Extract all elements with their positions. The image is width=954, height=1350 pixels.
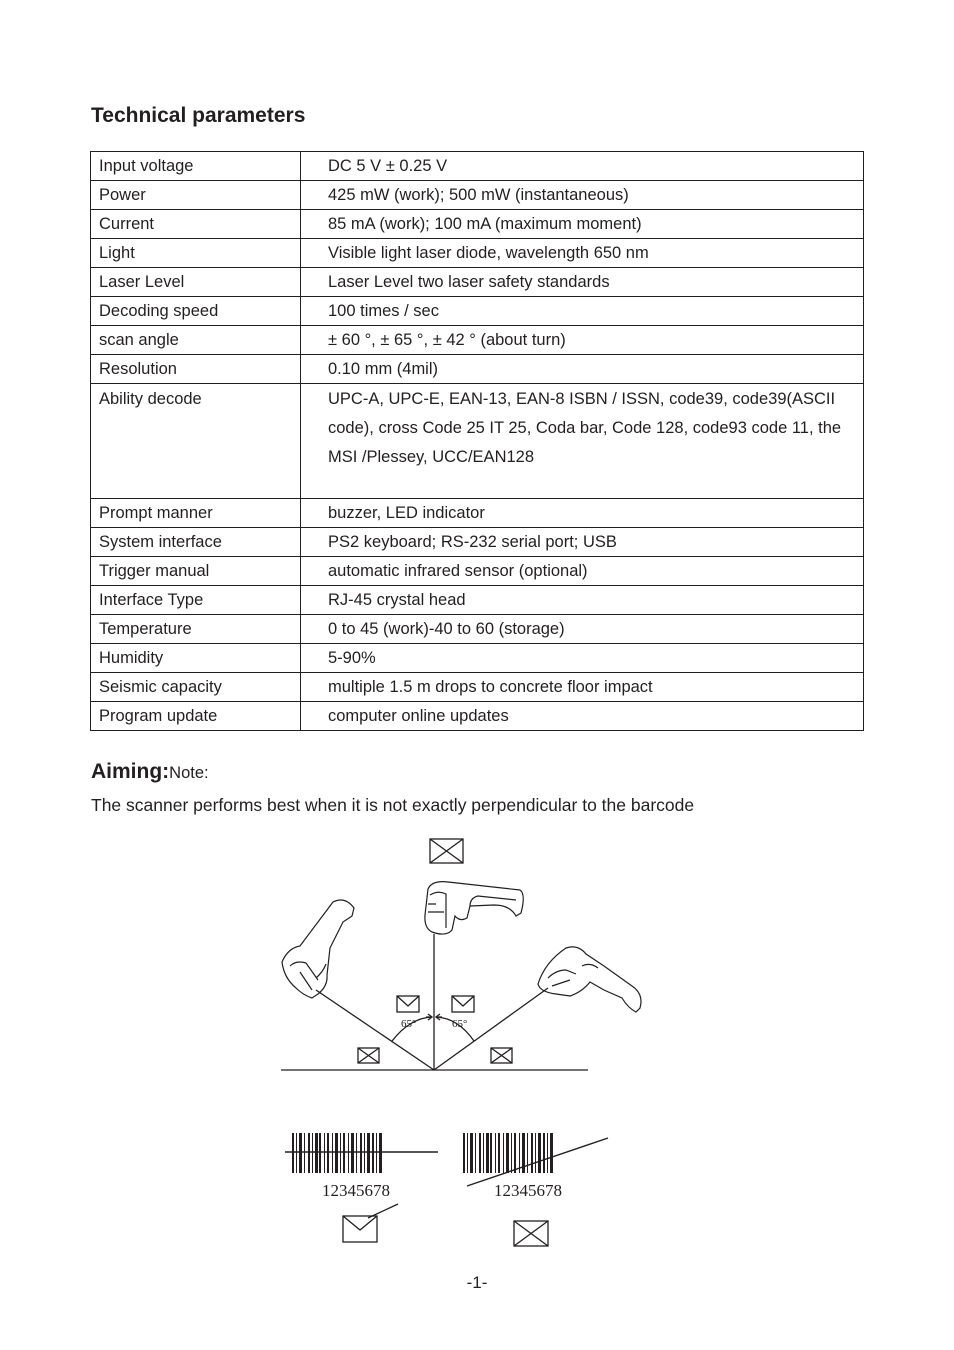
barcode-bar bbox=[490, 1133, 492, 1173]
param-key: Resolution bbox=[91, 355, 301, 384]
page-number: -1- bbox=[466, 1273, 488, 1292]
barcode-bar bbox=[519, 1133, 520, 1173]
barcode-bar bbox=[498, 1133, 500, 1173]
aiming-note-label: Note: bbox=[169, 764, 209, 782]
scanner-top bbox=[425, 882, 523, 934]
param-key: Temperature bbox=[91, 615, 301, 644]
barcode-wrong bbox=[463, 1133, 553, 1173]
envelope-icon bbox=[491, 1048, 512, 1063]
aiming-title: Aiming: bbox=[91, 760, 170, 783]
aiming-description: The scanner performs best when it is not exactly perpendicular to the barcode bbox=[91, 795, 695, 815]
param-key: Ability decode bbox=[91, 384, 301, 499]
barcode-bar bbox=[348, 1133, 349, 1173]
barcode-bar bbox=[475, 1133, 476, 1173]
barcode-bar bbox=[486, 1133, 489, 1173]
barcode-bar bbox=[360, 1133, 362, 1173]
barcode-bar bbox=[506, 1133, 509, 1173]
barcode-bar bbox=[527, 1133, 528, 1173]
barcode-bar bbox=[495, 1133, 496, 1173]
barcode-bar bbox=[531, 1133, 533, 1173]
barcode-bar bbox=[324, 1133, 325, 1173]
barcode-number-left: 12345678 bbox=[322, 1181, 390, 1200]
envelope-icon bbox=[397, 996, 419, 1012]
envelope-icon bbox=[358, 1048, 379, 1063]
param-key: Power bbox=[91, 181, 301, 210]
scanner-left bbox=[282, 900, 354, 998]
section-title: Technical parameters bbox=[91, 104, 306, 127]
barcode-bar bbox=[327, 1133, 329, 1173]
barcode-bar bbox=[292, 1133, 294, 1173]
param-key: Current bbox=[91, 210, 301, 239]
param-value: 100 times / sec bbox=[301, 297, 864, 326]
barcode-bar bbox=[372, 1133, 374, 1173]
barcode-bar bbox=[538, 1133, 541, 1173]
barcode-bar bbox=[550, 1133, 553, 1173]
param-key: Light bbox=[91, 239, 301, 268]
angle-label-right: 65° bbox=[452, 1018, 468, 1030]
envelope-icon bbox=[430, 839, 463, 863]
param-value: ± 60 °, ± 65 °, ± 42 ° (about turn) bbox=[301, 326, 864, 355]
barcode-bar bbox=[335, 1133, 338, 1173]
left-arrow bbox=[426, 1014, 432, 1020]
param-key: Laser Level bbox=[91, 268, 301, 297]
scanner-right bbox=[538, 947, 641, 1012]
barcode-bar bbox=[304, 1133, 305, 1173]
barcode-bar bbox=[379, 1133, 382, 1173]
param-key: System interface bbox=[91, 528, 301, 557]
barcode-bar bbox=[463, 1133, 465, 1173]
param-value: automatic infrared sensor (optional) bbox=[301, 557, 864, 586]
param-key: Program update bbox=[91, 702, 301, 731]
left-scan-beam bbox=[316, 990, 434, 1070]
barcode-bar bbox=[467, 1133, 468, 1173]
envelope-icon bbox=[452, 996, 474, 1012]
param-value: DC 5 V ± 0.25 V bbox=[301, 152, 864, 181]
barcode-bar bbox=[511, 1133, 512, 1173]
param-key: scan angle bbox=[91, 326, 301, 355]
barcode-bar bbox=[315, 1133, 318, 1173]
param-value: PS2 keyboard; RS-232 serial port; USB bbox=[301, 528, 864, 557]
param-key: Seismic capacity bbox=[91, 673, 301, 702]
barcode-bar bbox=[308, 1133, 310, 1173]
barcode-bar bbox=[367, 1133, 370, 1173]
param-value: buzzer, LED indicator bbox=[301, 499, 864, 528]
param-value: 0.10 mm (4mil) bbox=[301, 355, 864, 384]
barcode-bar bbox=[340, 1133, 341, 1173]
barcode-bar bbox=[299, 1133, 302, 1173]
barcode-bar bbox=[332, 1133, 333, 1173]
param-value: computer online updates bbox=[301, 702, 864, 731]
barcode-bar bbox=[503, 1133, 504, 1173]
param-value: Laser Level two laser safety standards bbox=[301, 268, 864, 297]
barcode-bar bbox=[543, 1133, 545, 1173]
barcode-bar bbox=[343, 1133, 345, 1173]
barcode-bar bbox=[351, 1133, 354, 1173]
param-value: 5-90% bbox=[301, 644, 864, 673]
param-key: Prompt manner bbox=[91, 499, 301, 528]
param-value: RJ-45 crystal head bbox=[301, 586, 864, 615]
barcode-bar bbox=[312, 1133, 313, 1173]
param-value: 0 to 45 (work)-40 to 60 (storage) bbox=[301, 615, 864, 644]
param-key: Input voltage bbox=[91, 152, 301, 181]
param-key: Interface Type bbox=[91, 586, 301, 615]
barcode-bar bbox=[479, 1133, 481, 1173]
barcode-bar bbox=[514, 1133, 516, 1173]
param-value: 85 mA (work); 100 mA (maximum moment) bbox=[301, 210, 864, 239]
envelope-icon-crossed bbox=[514, 1221, 548, 1246]
barcode-number-right: 12345678 bbox=[494, 1181, 562, 1200]
param-value: multiple 1.5 m drops to concrete floor impact bbox=[301, 673, 864, 702]
angle-label-left: 65° bbox=[401, 1018, 417, 1030]
param-key: Humidity bbox=[91, 644, 301, 673]
param-value: 425 mW (work); 500 mW (instantaneous) bbox=[301, 181, 864, 210]
barcode-bar bbox=[319, 1133, 321, 1173]
barcode-bar bbox=[376, 1133, 377, 1173]
barcode-correct bbox=[292, 1133, 382, 1173]
param-key: Trigger manual bbox=[91, 557, 301, 586]
param-key: Decoding speed bbox=[91, 297, 301, 326]
envelope-icon-open bbox=[343, 1204, 398, 1242]
barcode-bar bbox=[364, 1133, 365, 1173]
barcode-bar bbox=[547, 1133, 548, 1173]
barcode-bar bbox=[535, 1133, 536, 1173]
param-value: UPC-A, UPC-E, EAN-13, EAN-8 ISBN / ISSN, code39, code39(ASCII code), cross Code 25 IT 25, Coda bar, Code 128, code93 code 11, the MSI /Plessey, UCC/EAN128 bbox=[301, 384, 864, 499]
param-value: Visible light laser diode, wavelength 650 nm bbox=[301, 239, 864, 268]
barcode-bar bbox=[356, 1133, 357, 1173]
right-arrow bbox=[436, 1014, 442, 1020]
barcode-bar bbox=[470, 1133, 473, 1173]
barcode-bar bbox=[296, 1133, 297, 1173]
barcode-bar bbox=[483, 1133, 484, 1173]
